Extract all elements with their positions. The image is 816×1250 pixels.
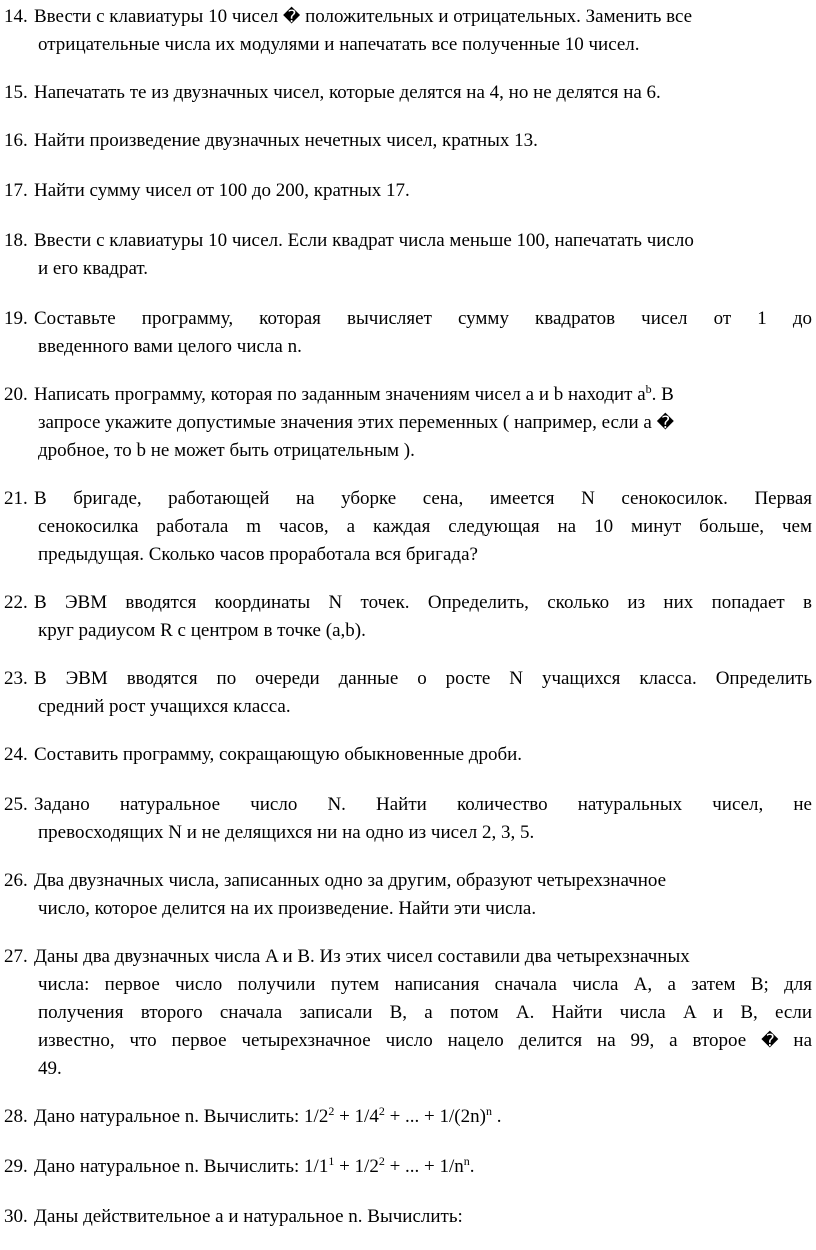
task-line: Составьте программу, которая вычисляет сумму квадратов чисел от 1 до <box>34 308 812 329</box>
replacement-glyph-icon: � <box>761 1031 779 1051</box>
task-line: Напечатать те из двузначных чисел, которые делятся на 4, но не делятся на 6. <box>34 82 661 103</box>
superscript: n <box>485 1104 492 1118</box>
task-line: 49. <box>38 1058 62 1079</box>
task-line: получения второго сначала записали B, а потом A. Найти числа A и B, если <box>38 1002 812 1023</box>
task-line: числа: первое число получили путем написания сначала числа A, а затем B; для <box>38 974 812 995</box>
task-number: 24. <box>4 744 28 765</box>
task-line: круг радиусом R с центром в точке (a,b). <box>38 620 366 641</box>
task-line: Даны действительное a и натуральное n. Вычислить: <box>34 1206 463 1227</box>
task-line: число, которое делится на их произведение. Найти эти числа. <box>38 898 537 919</box>
task-number: 29. <box>4 1156 28 1177</box>
task-number: 16. <box>4 130 28 151</box>
replacement-glyph-icon: � <box>656 413 675 433</box>
task-number: 30. <box>4 1206 28 1227</box>
superscript: n <box>463 1154 470 1168</box>
task-line: В бригаде, работающей на уборке сена, имеется N сенокосилок. Первая <box>34 488 812 509</box>
task-line: превосходящих N и не делящихся ни на одно из чисел 2, 3, 5. <box>38 822 535 843</box>
task-number: 28. <box>4 1106 28 1127</box>
task-line: В ЭВМ вводятся координаты N точек. Определить, сколько из них попадает в <box>34 592 812 613</box>
superscript: 2 <box>378 1154 385 1168</box>
task-line: Дано натуральное n. Вычислить: $1/2^2 + 1/4^2$ + ... + $1/(2n)^n$ . <box>34 1104 502 1127</box>
task-line: Даны два двузначных числа A и B. Из этих чисел составили два четырехзначных <box>34 946 690 967</box>
task-line: сенокосилка работала m часов, а каждая следующая на 10 минут больше, чем <box>38 516 812 537</box>
replacement-glyph-icon: � <box>282 7 301 27</box>
task-line: Написать программу, которая по заданным значениям чисел a и b находит $a^b$. В <box>34 382 674 405</box>
task-line: Найти произведение двузначных нечетных чисел, кратных 13. <box>34 130 538 151</box>
task-number: 15. <box>4 82 28 103</box>
task-line: запросе укажите допустимые значения этих переменных ( например, если a � <box>38 412 675 433</box>
task-number: 17. <box>4 180 28 201</box>
task-number: 23. <box>4 668 28 689</box>
task-line: средний рост учащихся класса. <box>38 696 291 717</box>
task-number: 22. <box>4 592 28 613</box>
task-number: 27. <box>4 946 28 967</box>
task-line: Ввести с клавиатуры 10 чисел � положительных и отрицательных. Заменить все <box>34 6 693 27</box>
task-line: введенного вами целого числа n. <box>38 336 302 357</box>
task-line: Дано натуральное n. Вычислить: $1/1^1 + 1/2^2$ + ... + $1/n^n$. <box>34 1154 475 1177</box>
task-line: известно, что первое четырехзначное число нацело делится на 99, а второе � на <box>38 1030 813 1051</box>
task-number: 18. <box>4 230 28 251</box>
superscript: 2 <box>328 1104 335 1118</box>
superscript: 2 <box>378 1104 385 1118</box>
task-line: предыдущая. Сколько часов проработала вся бригада? <box>38 544 478 565</box>
task-line: дробное, то b не может быть отрицательным ). <box>38 440 415 461</box>
task-number: 26. <box>4 870 28 891</box>
task-line: отрицательные числа их модулями и напечатать все полученные 10 чисел. <box>38 34 640 55</box>
task-line: В ЭВМ вводятся по очереди данные о росте N учащихся класса. Определить <box>34 668 812 689</box>
superscript: 1 <box>328 1154 335 1168</box>
task-number: 19. <box>4 308 28 329</box>
task-line: и его квадрат. <box>38 258 149 279</box>
task-number: 14. <box>4 6 28 27</box>
task-line: Найти сумму чисел от 100 до 200, кратных 17. <box>34 180 410 201</box>
task-number: 25. <box>4 794 28 815</box>
task-line: Ввести с клавиатуры 10 чисел. Если квадрат числа меньше 100, напечатать число <box>34 230 694 251</box>
superscript: b <box>645 382 652 396</box>
task-number: 20. <box>4 384 28 405</box>
task-line: Два двузначных числа, записанных одно за другим, образуют четырехзначное <box>34 870 667 891</box>
task-line: Задано натуральное число N. Найти количество натуральных чисел, не <box>34 794 812 815</box>
task-line: Составить программу, сокращающую обыкновенные дроби. <box>34 744 523 765</box>
task-number: 21. <box>4 488 28 509</box>
